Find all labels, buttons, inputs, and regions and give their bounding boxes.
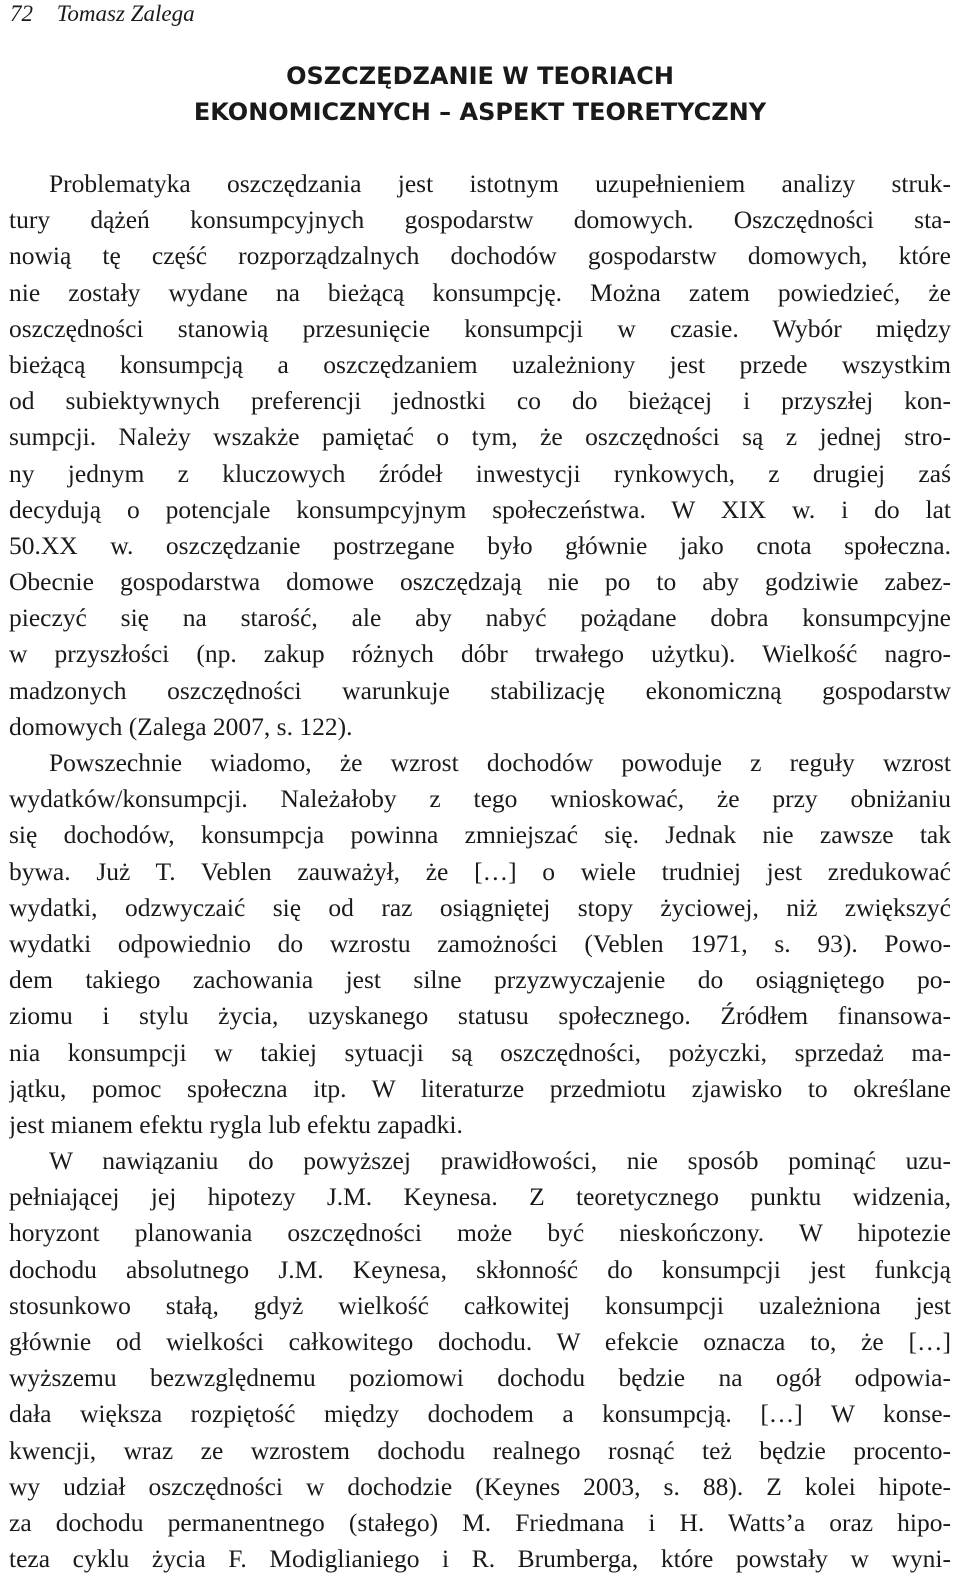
body-text-line: wy udział oszczędności w dochodzie (Keynes 2003, s. 88). Z kolei hipote- [9, 1471, 951, 1501]
body-text-line: dem takiego zachowania jest silne przyzwyczajenie do osiągniętego po- [9, 965, 951, 995]
body-text-line: Obecnie gospodarstwa domowe oszczędzają nie po to aby godziwie zabez- [9, 567, 951, 597]
body-text-line: ny jednym z kluczowych źródeł inwestycji rynkowych, z drugiej zaś [9, 458, 951, 488]
body-text-line: pieczyć się na starość, ale aby nabyć pożądane dobra konsumpcyjne [9, 603, 951, 633]
body-text-line: teza cyklu życia F. Modiglianiego i R. Brumberga, które powstały w wyni- [9, 1544, 951, 1574]
body-text-line: kwencji, wraz ze wzrostem dochodu realnego rosnąć też będzie procento- [9, 1435, 951, 1465]
body-text-line: dała większa rozpiętość między dochodem a konsumpcją. […] W konse- [9, 1399, 951, 1429]
body-text-line: sumpcji. Należy wszakże pamiętać o tym, że oszczędności są z jednej stro- [9, 422, 951, 452]
body-text-line: nowią tę część rozporządzalnych dochodów gospodarstw domowych, które [9, 241, 951, 271]
body-text-line: jątku, pomoc społeczna itp. W literaturze przedmiotu zjawisko to określane [9, 1073, 951, 1103]
body-text-line: tury dążeń konsumpcyjnych gospodarstw domowych. Oszczędności sta- [9, 205, 951, 235]
body-text [9, 166, 951, 1577]
body-text-line: Problematyka oszczędzania jest istotnym uzupełnieniem analizy struk- [49, 169, 951, 198]
body-text-line: nia konsumpcji w takiej sytuacji są oszczędności, pożyczki, sprzedaż ma- [9, 1037, 951, 1067]
body-text-line: Powszechnie wiadomo, że wzrost dochodów powoduje z reguły wzrost [49, 748, 951, 777]
body-text-line: 50.XX w. oszczędzanie postrzegane było głównie jako cnota społeczna. [9, 530, 951, 560]
body-text-line: dochodu absolutnego J.M. Keynesa, skłonność do konsumpcji jest funkcją [9, 1254, 951, 1284]
body-text-line: stosunkowo stałą, gdyż wielkość całkowitej konsumpcji uzależniona jest [9, 1290, 951, 1320]
running-head-author: Tomasz Zalega [56, 1, 195, 26]
body-text-line: bieżącą konsumpcją a oszczędzaniem uzależniony jest przede wszystkim [9, 349, 951, 379]
body-text-line: decydują o potencjale konsumpcyjnym społeczeństwa. W XIX w. i do lat [9, 494, 951, 524]
body-text-line: wydatki odpowiednio do wzrostu zamożności (Veblen 1971, s. 93). Powo- [9, 928, 951, 958]
body-text-line: oszczędności stanowią przesunięcie konsumpcji w czasie. Wybór między [9, 313, 951, 343]
body-text-line: wydatków/konsumpcji. Należałoby z tego wnioskować, że przy obniżaniu [9, 784, 951, 814]
body-text-line: jest mianem efektu rygla lub efektu zapadki. [9, 1109, 463, 1139]
article-title-line-1: OSZCZĘDZANIE W TEORIACH [286, 62, 674, 90]
article-title-line-2: EKONOMICZNYCH – ASPEKT TEORETYCZNY [193, 98, 767, 126]
body-text-line: domowych (Zalega 2007, s. 122). [9, 711, 353, 741]
body-text-line: się dochodów, konsumpcja powinna zmniejszać się. Jednak nie zawsze tak [9, 820, 951, 850]
body-text-line: W nawiązaniu do powyższej prawidłowości, nie sposób pominąć uzu- [49, 1146, 951, 1176]
body-text-line: horyzont planowania oszczędności może być nieskończony. W hipotezie [9, 1218, 951, 1248]
body-text-line: pełniającej jej hipotezy J.M. Keynesa. Z teoretycznego punktu widzenia, [9, 1182, 951, 1212]
body-text-line: madzonych oszczędności warunkuje stabilizację ekonomiczną gospodarstw [9, 675, 951, 705]
body-text-line: nie zostały wydane na bieżącą konsumpcję. Można zatem powiedzieć, że [9, 277, 951, 307]
body-text-line: wyższemu bezwzględnemu poziomowi dochodu będzie na ogół odpowia- [9, 1363, 951, 1393]
body-text-line: głównie od wielkości całkowitego dochodu. W efekcie oznacza to, że […] [9, 1327, 951, 1356]
body-text-line: w przyszłości (np. zakup różnych dóbr trwałego użytku). Wielkość nagro- [9, 639, 951, 669]
body-text-line: bywa. Już T. Veblen zauważył, że […] o wiele trudniej jest zredukować [9, 856, 951, 886]
running-head [10, 0, 195, 28]
article-title [0, 58, 960, 130]
body-text-line: za dochodu permanentnego (stałego) M. Friedmana i H. Watts’a oraz hipo- [9, 1507, 951, 1537]
body-text-line: ziomu i stylu życia, uzyskanego statusu społecznego. Źródłem finansowa- [9, 1001, 951, 1031]
body-text-line: wydatki, odzwyczaić się od raz osiągniętej stopy życiowej, niż zwiększyć [9, 892, 951, 922]
page-number: 72 [10, 1, 33, 26]
body-text-line: od subiektywnych preferencji jednostki co do bieżącej i przyszłej kon- [9, 386, 951, 416]
